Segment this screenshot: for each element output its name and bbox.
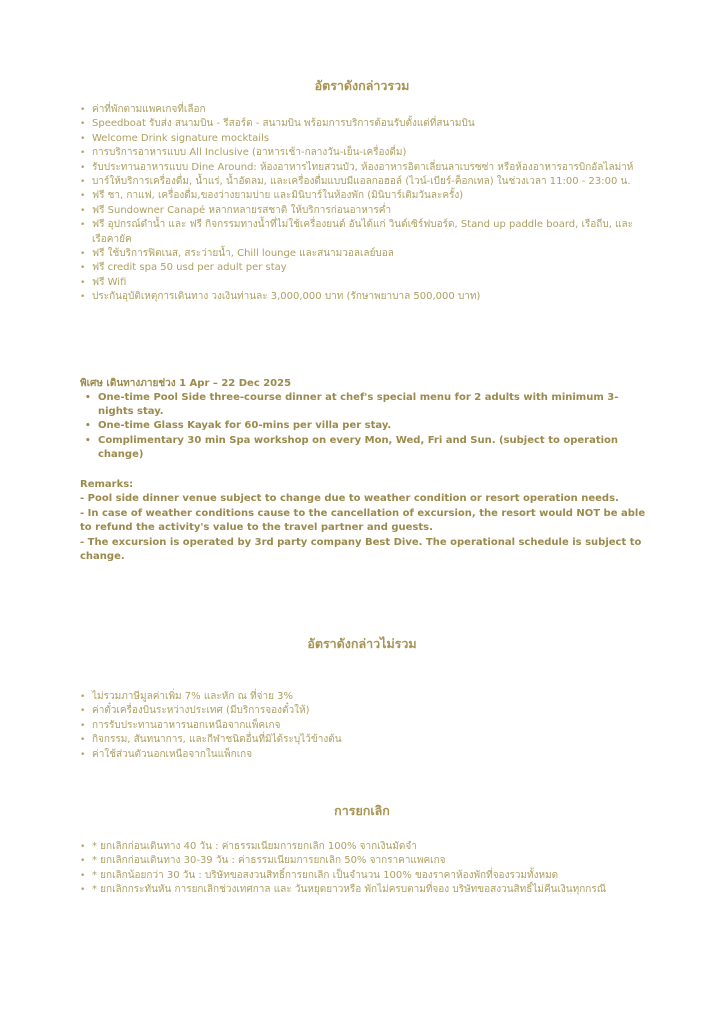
excluded-list — [80, 690, 645, 762]
list-item: • การรับประทานอาหารนอกเหนือจากแพ็คเกจ — [80, 719, 645, 733]
list-item: • ฟรี อุปกรณ์ดำน้ำ และ ฟรี กิจกรรมทางน้ำที่ไม่ใช้เครื่องยนต์ อันได้แก่ วินด์เซิร์ฟบอร์ด, Stand up paddle board, เรือถีบ, และเรือคายัค — [80, 218, 645, 247]
list-item: • ค่าใช้ส่วนตัวนอกเหนือจากในแพ็กเกจ — [80, 748, 645, 762]
list-item: • * ยกเลิกน้อยกว่า 30 วัน : บริษัทขอสงวนสิทธิ์การยกเลิก เป็นจำนวน 100% ของราคาห้องพักที่จองรวมทั้งหมด — [80, 869, 645, 883]
remarks-block — [80, 478, 650, 564]
list-item: • Speedboat รับส่ง สนามบิน - รีสอร์ต - สนามบิน พร้อมการบริการต้อนรับตั้งแต่ที่สนามบิน — [80, 117, 645, 131]
list-item: • One-time Glass Kayak for 60-mins per villa per stay. — [80, 419, 645, 433]
list-item: • ฟรี credit spa 50 usd per adult per stay — [80, 261, 645, 275]
list-item: • ฟรี Wifi — [80, 276, 645, 290]
list-item: • รับประทานอาหารแบบ Dine Around: ห้องอาหารไทยสวนบัว, ห้องอาหารอิตาเลี่ยนลาเบรซซ่า หรือห้องอาหารอารบิกอัลไลม่าห์ — [80, 161, 645, 175]
included-list — [80, 103, 645, 305]
special-offer-title: พิเศษ เดินทางภายช่วง 1 Apr – 22 Dec 2025 — [80, 378, 292, 389]
list-item: • ไม่รวมภาษีมูลค่าเพิ่ม 7% และหัก ณ ที่จ่าย 3% — [80, 690, 645, 704]
remark-line: - The excursion is operated by 3rd party company Best Dive. The operational schedule is subject to change. — [80, 536, 642, 563]
cancellation-list — [80, 840, 645, 898]
list-item: • ประกันอุบัติเหตุการเดินทาง วงเงินท่านละ 3,000,000 บาท (รักษาพยาบาล 500,000 บาท) — [80, 290, 645, 304]
list-item: • ฟรี ชา, กาแฟ, เครื่องดื่ม,ของว่างยามบ่าย และมินิบาร์ในห้องพัก (มินิบาร์เติมวันละครั้ง) — [80, 189, 645, 203]
remark-line: - Pool side dinner venue subject to change due to weather condition or resort operation needs. — [80, 493, 619, 505]
list-item: • ฟรี ใช้บริการฟิตเนส, สระว่ายน้ำ, Chill lounge และสนามวอลเลย์บอล — [80, 247, 645, 261]
remarks-title: Remarks: — [80, 479, 134, 490]
list-item: • One-time Pool Side three-course dinner at chef's special menu for 2 adults with minimum 3-nights stay. — [80, 391, 645, 419]
special-offer-list — [80, 391, 645, 462]
list-item: • Complimentary 30 min Spa workshop on every Mon, Wed, Fri and Sun. (subject to operation change) — [80, 434, 645, 462]
list-item: • กิจกรรม, สันทนาการ, และกีฬาชนิดอื่นที่มิได้ระบุไว้ข้างต้น — [80, 733, 645, 747]
list-item: • * ยกเลิกก่อนเดินทาง 40 วัน : ค่าธรรมเนียมการยกเลิก 100% จากเงินมัดจำ — [80, 840, 645, 854]
list-item: • บาร์ให้บริการเครื่องดื่ม, น้ำแร่, น้ำอัดลม, และเครื่องดื่มแบบมีแอลกอฮอล์ (ไวน์-เบียร์-ค็อกเทล) ในช่วงเวลา 11:00 - 23:00 น. — [80, 175, 645, 189]
list-item: • Welcome Drink signature mocktails — [80, 132, 645, 146]
list-item: • การบริการอาหารแบบ All Inclusive (อาหารเช้า-กลางวัน-เย็น-เครื่องดื่ม) — [80, 146, 645, 160]
list-item: • * ยกเลิกก่อนเดินทาง 30-39 วัน : ค่าธรรมเนียมการยกเลิก 50% จากราคาแพคเกจ — [80, 854, 645, 868]
list-item: • ค่าที่พักตามแพคเกจที่เลือก — [80, 103, 645, 117]
included-title: อัตราดังกล่าวรวม — [314, 78, 410, 93]
list-item: • * ยกเลิกกระทันหัน การยกเลิกช่วงเทศกาล และ วันหยุดยาวหรือ พักไม่ครบตามที่จอง บริษัทขอสงวนสิทธิ์ไม่คืนเงินทุกกรณี — [80, 883, 645, 897]
list-item: • ค่าตั๋วเครื่องบินระหว่างประเทศ (มีบริการจองตั๋วให้) — [80, 704, 645, 718]
excluded-title: อัตราดังกล่าวไม่รวม — [307, 636, 417, 651]
list-item: • ฟรี Sundowner Canapé หลากหลายรสชาติ ให้บริการก่อนอาหารค่ำ — [80, 204, 645, 218]
remark-line: - In case of weather conditions cause to the cancellation of excursion, the resort would NOT be able to refund the activity's value to the travel partner and guests. — [80, 507, 646, 534]
cancellation-title: การยกเลิก — [334, 803, 390, 818]
